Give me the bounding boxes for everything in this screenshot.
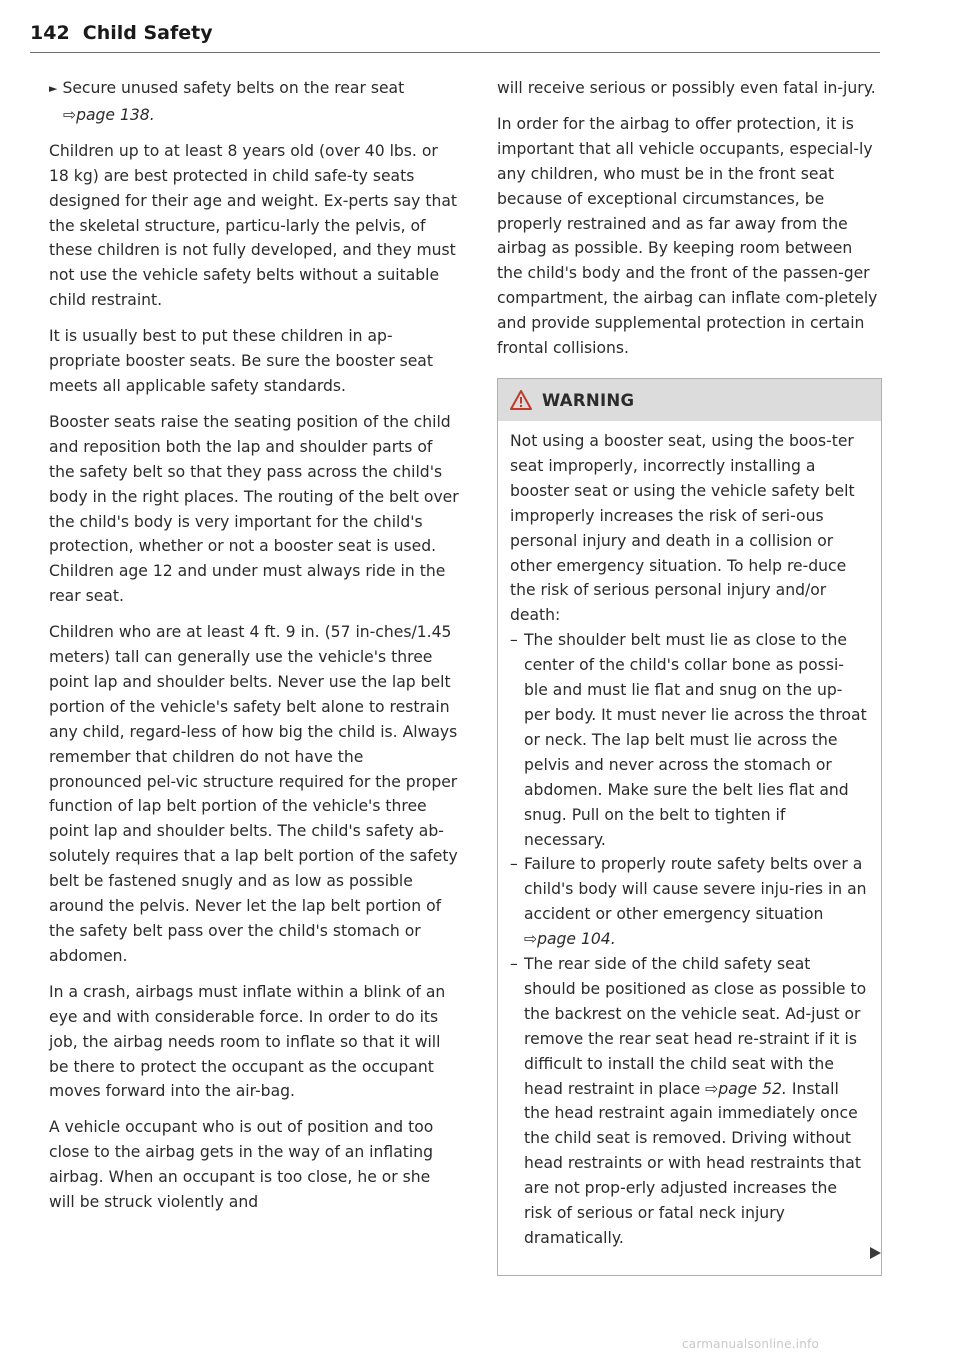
- warning-list-item: – The rear side of the child safety seat should be positioned as close as possible to the backrest on the vehicle seat. Ad-just or remove the rear seat head re-straint if it is difficult to install the child seat with the head restraint in place ⇨page 52. Install the head restraint again immediately once the child seat is removed. Driving without head restraints or with head restraints that are not prop-erly adjusted increases the risk of serious or fatal neck injury dramatically.: [510, 955, 867, 1247]
- right-column: [497, 76, 882, 372]
- warning-list: [510, 628, 867, 1251]
- paragraph: Booster seats raise the seating position of the child and reposition both the lap and shoulder parts of the safety belt so that they pass across the child's body in the right places. The routing of the belt over the child's body is very important for the child's protection, whether or not a booster seat is used. Children age 12 and under must always ride in the rear seat.: [49, 412, 459, 606]
- bullet-text: Secure unused safety belts on the rear seat: [62, 79, 405, 97]
- warning-intro: Not using a booster seat, using the boos-ter seat improperly, incorrectly installing a booster seat or using the vehicle safety belt improperly increases the risk of seri-ous personal injury and death in a collision or other emergency situation. To help re-duce the risk of serious personal injury and/or death:: [510, 432, 855, 625]
- warning-box: [497, 378, 882, 1276]
- page-number: 142: [30, 22, 70, 44]
- bullet-item: [49, 76, 459, 128]
- page-reference-link[interactable]: ⇨page 138.: [63, 105, 155, 124]
- paragraph: It is usually best to put these children in ap-propriate booster seats. Be sure the booster seat meets all applicable safety standards.: [49, 327, 433, 395]
- left-column: [49, 76, 459, 1226]
- warning-list-item: – Failure to properly route safety belts over a child's body will cause severe inju-ries in an accident or other emergency situation ⇨page 104.: [510, 855, 867, 949]
- warning-title: WARNING: [542, 390, 635, 410]
- paragraph: will receive serious or possibly even fatal in-jury.: [497, 79, 876, 97]
- page-reference-link[interactable]: ⇨page 52.: [705, 1079, 787, 1098]
- warning-header: [498, 379, 881, 421]
- warning-body: [498, 421, 881, 1251]
- continue-arrow-icon: [868, 1246, 882, 1260]
- bullet-triangle-icon: ►: [49, 82, 58, 95]
- section-title: Child Safety: [82, 22, 213, 44]
- paragraph: In order for the airbag to offer protection, it is important that all vehicle occupants, especial-ly any children, who must be in the front seat because of exceptional circumstances, be properly restrained and as far away from the airbag as possible. By keeping room between the child's body and the front of the passen-ger compartment, the airbag can inflate com-pletely and provide supplemental protection in certain frontal collisions.: [497, 114, 878, 358]
- paragraph: In a crash, airbags must inflate within a blink of an eye and with considerable force. In order to do its job, the airbag needs room to inflate so that it will be there to protect the occupant as the occupant moves forward into the air-bag.: [49, 982, 446, 1101]
- warning-triangle-icon: [510, 390, 532, 410]
- warning-list-item: – The shoulder belt must lie as close to the center of the child's collar bone as possi-ble and must lie flat and snug on the up-per body. It must never lie across the throat or neck. The lap belt must lie across the pelvis and never across the stomach or abdomen. Make sure the belt lies flat and snug. Pull on the belt to tighten if necessary.: [510, 631, 867, 849]
- header-divider: [30, 52, 880, 53]
- page-reference-link[interactable]: ⇨page 104.: [524, 930, 616, 949]
- paragraph: A vehicle occupant who is out of position and too close to the airbag gets in the way of an inflating airbag. When an occupant is too close, he or she will be struck violently and: [49, 1118, 434, 1212]
- watermark: carmanualsonline.info: [682, 1337, 819, 1351]
- paragraph: Children who are at least 4 ft. 9 in. (57 in-ches/1.45 meters) tall can generally use the vehicle's three point lap and shoulder belts. Never use the lap belt portion of the vehicle's safety belt alone to restrain any child, regard-less of how big the child is. Always remember that children do not have the pronounced pel-vic structure required for the proper function of lap belt portion of the vehicle's three point lap and shoulder belts. The child's safety ab-solutely requires that a lap belt portion of the safety belt be fastened snugly and as low as possible around the pelvis. Never let the lap belt portion of the safety belt pass over the child's stomach or abdomen.: [49, 623, 458, 965]
- page-header: [30, 22, 880, 56]
- paragraph: Children up to at least 8 years old (over 40 lbs. or 18 kg) are best protected in child safe-ty seats designed for their age and weight. Ex-perts say that the skeletal structure, particu-larly the pelvis, of these children is not fully developed, and they must not use the vehicle safety belts without a suitable child restraint.: [49, 141, 457, 310]
